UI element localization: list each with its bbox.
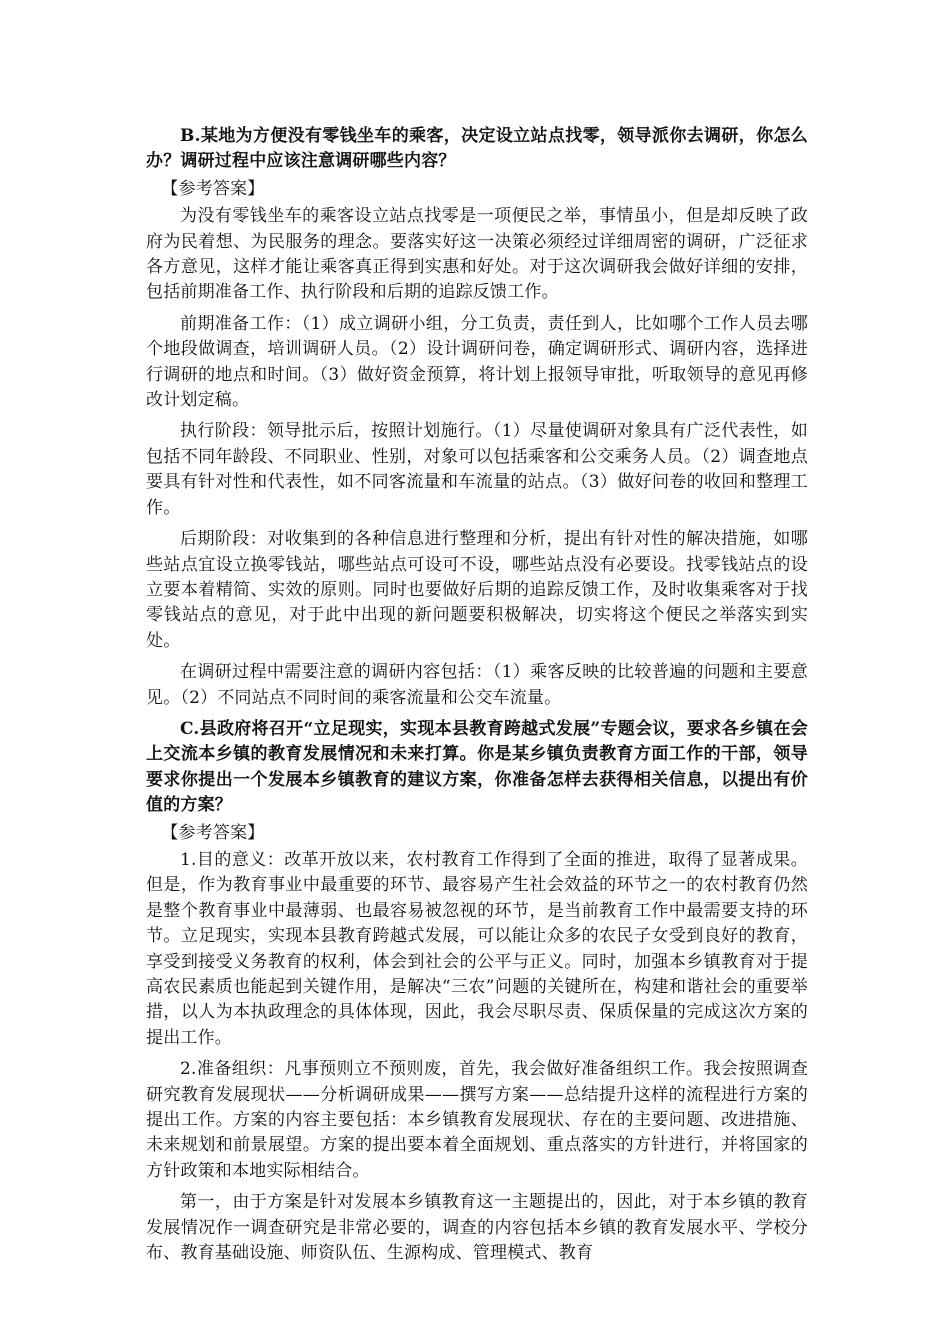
answer-b-content: 在调研过程中需要注意的调研内容包括：（1）乘客反映的比较普遍的问题和主要意见。（2）不同站点不同时间的乘客流量和公交车流量。 (146, 662, 808, 708)
answer-b-intro: 为没有零钱坐车的乘客设立站点找零是一项便民之举，事情虽小，但是却反映了政府为民着想、为民服务的理念。要落实好这一决策必须经过详细周密的调研，广泛征求各方意见，这样才能让乘客真正得到实惠和好处。对于这次调研我会做好详细的安排，包括前期准备工作、执行阶段和后期的追踪反馈工作。 (146, 206, 808, 303)
question-c: C.县政府将召开“立足现实，实现本县教育跨越式发展”专题会议，要求各乡镇在会上交流本乡镇的教育发展情况和未来打算。你是某乡镇负责教育方面工作的干部，领导要求你提出一个发展本乡镇教育的建议方案，你准备怎样去获得相关信息，以提出有价值的方案？ (146, 718, 808, 816)
answer-c-purpose: 1.目的意义：改革开放以来，农村教育工作得到了全面的推进，取得了显著成果。但是，作为教育事业中最重要的环节、最容易产生社会效益的环节之一的农村教育仍然是整个教育事业中最薄弱、也最容易被忽视的环节，是当前教育工作中最需要支持的环节。立足现实，实现本县教育跨越式发展，可以能让众多的农民子女受到良好的教育，享受到接受义务教育的权利，体会到社会的公平与正义。同时，加强本乡镇教育对于提高农民素质也能起到关键作用，是解决“三农”问题的关键所在，构建和谐社会的重要举措，以人为本执政理念的具体体现，因此，我会尽职尽责、保质保量的完成这次方案的提出工作。 (146, 849, 808, 1048)
answer-label-b: 【参考答案】 (161, 178, 265, 199)
answer-label-c: 【参考答案】 (161, 822, 265, 843)
answer-b-followup: 后期阶段：对收集到的各种信息进行整理和分析，提出有针对性的解决措施，如哪些站点宜设立换零钱站，哪些站点可设可不设，哪些站点没有必要设。找零钱站点的设立要本着精简、实效的原则。同时也要做好后期的追踪反馈工作，及时收集乘客对于找零钱站点的意见，对于此中出现的新问题要积极解决，切实将这个便民之举落实到实处。 (146, 529, 808, 651)
answer-c-preparation: 2.准备组织：凡事预则立不预则废，首先，我会做好准备组织工作。我会按照调查研究教育发展现状——分析调研成果——撰写方案——总结提升这样的流程进行方案的提出工作。方案的内容主要包括：本乡镇教育发展现状、存在的主要问题、改进措施、未来规划和前景展望。方案的提出要本着全面规划、重点落实的方针进行，并将国家的方针政策和本地实际相结合。 (146, 1059, 808, 1181)
answer-b-preparation: 前期准备工作：（1）成立调研小组，分工负责，责任到人，比如哪个工作人员去哪个地段做调查，培训调研人员。（2）设计调研问卷，确定调研形式、调研内容，选择进行调研的地点和时间。（3）做好资金预算，将计划上报领导审批，听取领导的意见再修改计划定稿。 (146, 313, 808, 411)
question-b: B.某地为方便没有零钱坐车的乘客，决定设立站点找零，领导派你去调研，你怎么办？调研过程中应该注意调研哪些内容？ (146, 126, 808, 172)
answer-b-execution: 执行阶段：领导批示后，按照计划施行。（1）尽量使调研对象具有广泛代表性，如包括不同年龄段、不同职业、性别，对象可以包括乘客和公交乘务人员。（2）调查地点要具有针对性和代表性，如不同客流量和车流量的站点。（3）做好问卷的收回和整理工作。 (146, 421, 808, 518)
answer-c-first: 第一，由于方案是针对发展本乡镇教育这一主题提出的，因此，对于本乡镇的教育发展情况作一调查研究是非常必要的，调查的内容包括本乡镇的教育发展水平、学校分布、教育基础设施、师资队伍、生源构成、管理模式、教育 (146, 1192, 808, 1264)
document-body (146, 124, 808, 1272)
